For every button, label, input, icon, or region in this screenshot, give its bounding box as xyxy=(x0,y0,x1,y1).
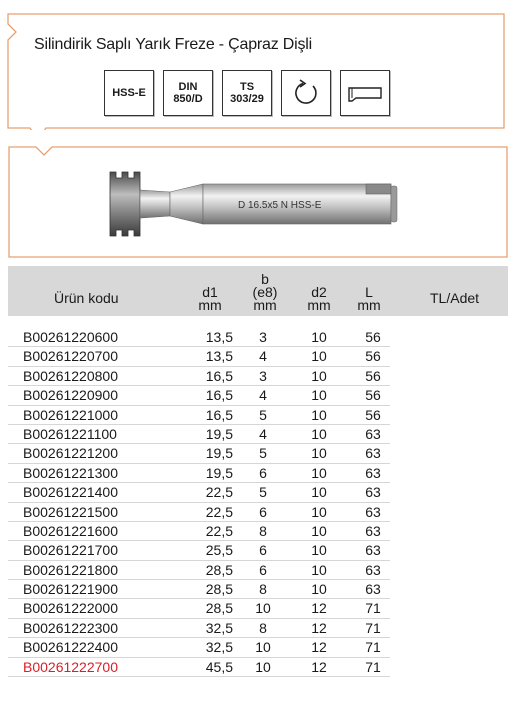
d1-value: 13,5 xyxy=(205,348,233,365)
d2-value: 10 xyxy=(311,387,327,404)
table-row xyxy=(8,367,390,386)
b-value: 4 xyxy=(259,387,267,404)
l-value: 63 xyxy=(365,542,381,559)
d2-value: 10 xyxy=(311,561,327,578)
l-value: 71 xyxy=(365,658,381,675)
product-table-body xyxy=(8,328,390,677)
d1-value: 19,5 xyxy=(205,464,233,481)
product-code: B00261222300 xyxy=(23,619,118,636)
d1-value: 32,5 xyxy=(205,619,233,636)
table-row xyxy=(8,561,390,580)
b-value: 5 xyxy=(259,484,267,501)
d2-value: 12 xyxy=(311,600,327,617)
product-code: B00261220800 xyxy=(23,367,118,384)
d1-value: 16,5 xyxy=(205,406,233,423)
table-row xyxy=(8,444,390,463)
l-value: 56 xyxy=(365,329,381,345)
d2-value: 10 xyxy=(311,484,327,501)
column-header-d2: d2 mm xyxy=(307,284,331,313)
product-code: B00261221300 xyxy=(23,464,118,481)
b-value: 8 xyxy=(259,522,267,539)
product-code: B00261222000 xyxy=(23,600,118,617)
table-row xyxy=(8,483,390,502)
d1-value: 22,5 xyxy=(205,522,233,539)
product-code: B00261222700 xyxy=(23,658,118,675)
b-value: 3 xyxy=(259,329,267,345)
d2-value: 10 xyxy=(311,329,327,345)
l-value: 63 xyxy=(365,464,381,481)
table-row xyxy=(8,541,390,560)
b-value: 4 xyxy=(259,425,267,442)
d1-value: 19,5 xyxy=(205,445,233,462)
ts-badge: TS 303/29 xyxy=(222,70,272,116)
l-value: 56 xyxy=(365,387,381,404)
b-value: 4 xyxy=(259,348,267,365)
l-value: 63 xyxy=(365,581,381,598)
d2-value: 10 xyxy=(311,542,327,559)
din-badge: DIN 850/D xyxy=(163,70,213,116)
d1-value: 28,5 xyxy=(205,581,233,598)
l-value: 56 xyxy=(365,406,381,423)
product-code: B00261221900 xyxy=(23,581,118,598)
tool-engraving: D 16.5x5 N HSS-E xyxy=(238,200,322,211)
rotation-icon xyxy=(281,70,331,116)
d1-value: 22,5 xyxy=(205,503,233,520)
l-value: 63 xyxy=(365,503,381,520)
t-slot-cutter-image xyxy=(108,168,408,240)
column-header-b: b (e8) mm xyxy=(252,271,278,313)
d2-value: 12 xyxy=(311,658,327,675)
b-value: 6 xyxy=(259,561,267,578)
b-value: 10 xyxy=(255,658,271,675)
table-row xyxy=(8,328,390,347)
b-value: 6 xyxy=(259,464,267,481)
l-value: 56 xyxy=(365,367,381,384)
page-title: Silindirik Saplı Yarık Freze - Çapraz Dişli xyxy=(34,36,313,53)
d2-value: 10 xyxy=(311,581,327,598)
d2-value: 10 xyxy=(311,425,327,442)
d2-value: 10 xyxy=(311,406,327,423)
product-code: B00261221100 xyxy=(23,425,117,442)
column-header-price: TL/Adet xyxy=(430,290,480,306)
d1-value: 16,5 xyxy=(205,387,233,404)
product-code: B00261222400 xyxy=(23,639,118,656)
table-row xyxy=(8,503,390,522)
d1-value: 19,5 xyxy=(205,425,233,442)
product-image-panel xyxy=(8,146,508,258)
l-value: 71 xyxy=(365,639,381,656)
table-row xyxy=(8,599,390,618)
l-value: 63 xyxy=(365,561,381,578)
product-code: B00261221600 xyxy=(23,522,118,539)
table-row xyxy=(8,522,390,541)
d1-value: 28,5 xyxy=(205,600,233,617)
b-value: 8 xyxy=(259,581,267,598)
d2-value: 10 xyxy=(311,464,327,481)
column-header-code: Ürün kodu xyxy=(54,290,119,306)
d2-value: 10 xyxy=(311,445,327,462)
b-value: 8 xyxy=(259,619,267,636)
table-row xyxy=(8,464,390,483)
d1-value: 32,5 xyxy=(205,639,233,656)
b-value: 5 xyxy=(259,445,267,462)
product-code: B00261221700 xyxy=(23,542,118,559)
product-code: B00261221800 xyxy=(23,561,118,578)
d1-value: 25,5 xyxy=(205,542,233,559)
b-value: 5 xyxy=(259,406,267,423)
b-value: 3 xyxy=(259,367,267,384)
standards-badges xyxy=(104,70,390,116)
product-code: B00261220600 xyxy=(23,329,118,345)
table-row xyxy=(8,658,390,677)
column-header-d1: d1 mm xyxy=(198,284,222,313)
b-value: 10 xyxy=(255,600,271,617)
l-value: 71 xyxy=(365,619,381,636)
l-value: 71 xyxy=(365,600,381,617)
l-value: 63 xyxy=(365,425,381,442)
l-value: 63 xyxy=(365,445,381,462)
table-header xyxy=(8,266,508,316)
product-code: B00261220900 xyxy=(23,387,118,404)
product-code: B00261220700 xyxy=(23,348,118,365)
d2-value: 10 xyxy=(311,367,327,384)
table-row xyxy=(8,638,390,657)
product-code: B00261221200 xyxy=(23,445,118,462)
table-row xyxy=(8,425,390,444)
d2-value: 12 xyxy=(311,619,327,636)
product-code: B00261221400 xyxy=(23,484,118,501)
table-row xyxy=(8,619,390,638)
product-code: B00261221000 xyxy=(23,406,118,423)
table-row xyxy=(8,386,390,405)
l-value: 63 xyxy=(365,484,381,501)
d1-value: 28,5 xyxy=(205,561,233,578)
d2-value: 10 xyxy=(311,348,327,365)
d2-value: 10 xyxy=(311,522,327,539)
table-row xyxy=(8,580,390,599)
column-header-l: L mm xyxy=(357,284,381,313)
table-row xyxy=(8,347,390,366)
hss-e-badge: HSS-E xyxy=(104,70,154,116)
d1-value: 22,5 xyxy=(205,484,233,501)
b-value: 10 xyxy=(255,639,271,656)
d1-value: 16,5 xyxy=(205,367,233,384)
cylindrical-shank-icon xyxy=(340,70,390,116)
d1-value: 45,5 xyxy=(205,658,233,675)
product-code: B00261221500 xyxy=(23,503,118,520)
b-value: 6 xyxy=(259,542,267,559)
table-row xyxy=(8,406,390,425)
b-value: 6 xyxy=(259,503,267,520)
d1-value: 13,5 xyxy=(205,329,233,345)
d2-value: 12 xyxy=(311,639,327,656)
d2-value: 10 xyxy=(311,503,327,520)
l-value: 56 xyxy=(365,348,381,365)
l-value: 63 xyxy=(365,522,381,539)
